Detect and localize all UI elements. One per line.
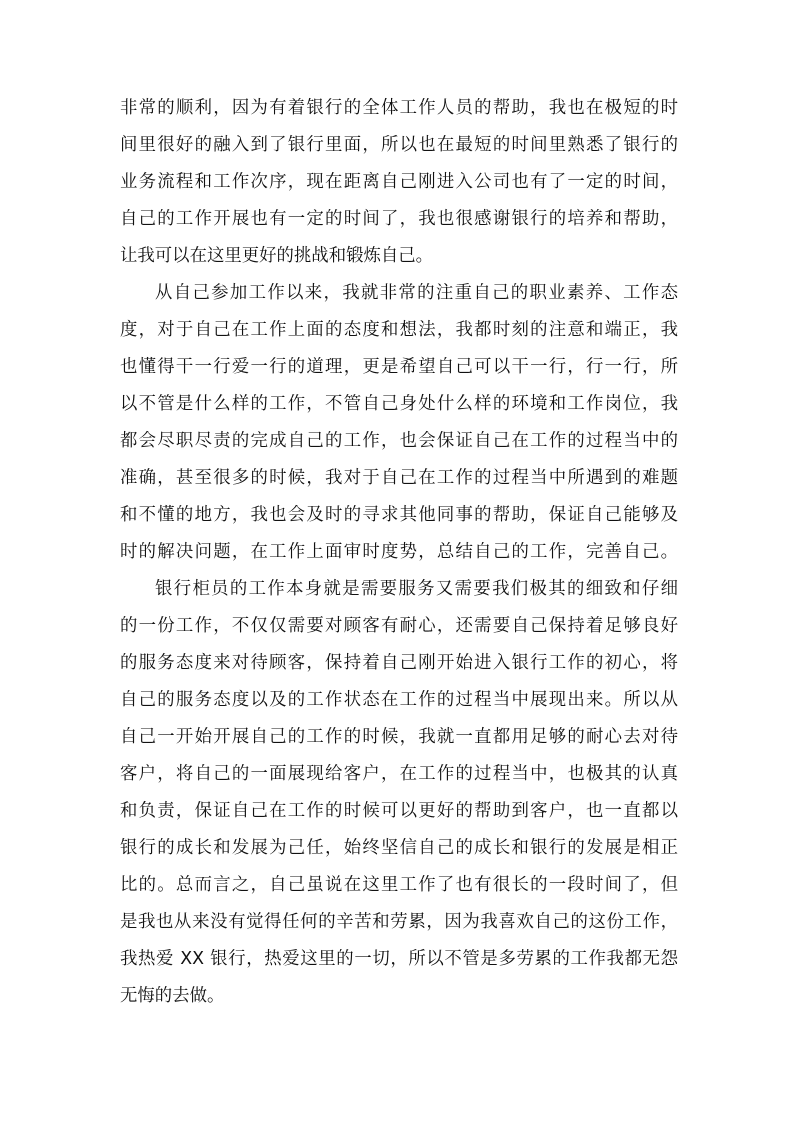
paragraph-3-line-10: 是我也从来没有觉得任何的辛苦和劳累，因为我喜欢自己的这份工作， <box>120 912 678 932</box>
paragraph-2-line-5: 都会尽职尽责的完成自己的工作，也会保证自己在工作的过程当中的 <box>120 431 678 451</box>
paragraph-1-line-5: 让我可以在这里更好的挑战和锻炼自己。 <box>120 246 434 266</box>
paragraph-3-line-6: 客户，将自己的一面展现给客户，在工作的过程当中，也极其的认真 <box>120 764 678 784</box>
paragraph-3-line-3: 的服务态度来对待顾客，保持着自己刚开始进入银行工作的初心，将 <box>120 653 678 673</box>
paragraph-2-line-8: 时的解决问题，在工作上面审时度势，总结自己的工作，完善自己。 <box>120 542 678 562</box>
paragraph-2-line-4: 以不管是什么样的工作，不管自己身处什么样的环境和工作岗位，我 <box>120 394 678 414</box>
paragraph-2-line-3: 也懂得干一行爱一行的道理，更是希望自己可以干一行，行一行，所 <box>120 357 678 377</box>
paragraph-1-line-1: 非常的顺利，因为有着银行的全体工作人员的帮助，我也在极短的时 <box>120 98 678 118</box>
paragraph-3-line-8: 银行的成长和发展为己任，始终坚信自己的成长和银行的发展是相正 <box>120 838 678 858</box>
paragraph-3-line-11: 我热爱 XX 银行，热爱这里的一切，所以不管是多劳累的工作我都无怨 <box>120 949 678 969</box>
paragraph-3-line-1: 银行柜员的工作本身就是需要服务又需要我们极其的细致和仔细 <box>155 579 678 599</box>
paragraph-3-line-2: 的一份工作，不仅仅需要对顾客有耐心，还需要自己保持着足够良好 <box>120 616 678 636</box>
paragraph-3-line-7: 和负责，保证自己在工作的时候可以更好的帮助到客户，也一直都以 <box>120 801 678 821</box>
paragraph-3-line-12: 无悔的去做。 <box>120 986 225 1006</box>
paragraph-2-line-6: 准确，甚至很多的时候，我对于自己在工作的过程当中所遇到的难题 <box>120 468 678 488</box>
paragraph-2-line-7: 和不懂的地方，我也会及时的寻求其他同事的帮助，保证自己能够及 <box>120 505 678 525</box>
paragraph-3-line-4: 自己的服务态度以及的工作状态在工作的过程当中展现出来。所以从 <box>120 690 678 710</box>
paragraph-1-line-2: 间里很好的融入到了银行里面，所以也在最短的时间里熟悉了银行的 <box>120 135 678 155</box>
paragraph-3-line-5: 自己一开始开展自己的工作的时候，我就一直都用足够的耐心去对待 <box>120 727 678 747</box>
paragraph-2-line-1: 从自己参加工作以来，我就非常的注重自己的职业素养、工作态 <box>155 283 678 303</box>
paragraph-1-line-4: 自己的工作开展也有一定的时间了，我也很感谢银行的培养和帮助， <box>120 209 678 229</box>
paragraph-3-line-9: 比的。总而言之，自己虽说在这里工作了也有很长的一段时间了，但 <box>120 875 678 895</box>
paragraph-1-line-3: 业务流程和工作次序，现在距离自己刚进入公司也有了一定的时间， <box>120 172 678 192</box>
paragraph-2-line-2: 度，对于自己在工作上面的态度和想法，我都时刻的注意和端正，我 <box>120 320 678 340</box>
